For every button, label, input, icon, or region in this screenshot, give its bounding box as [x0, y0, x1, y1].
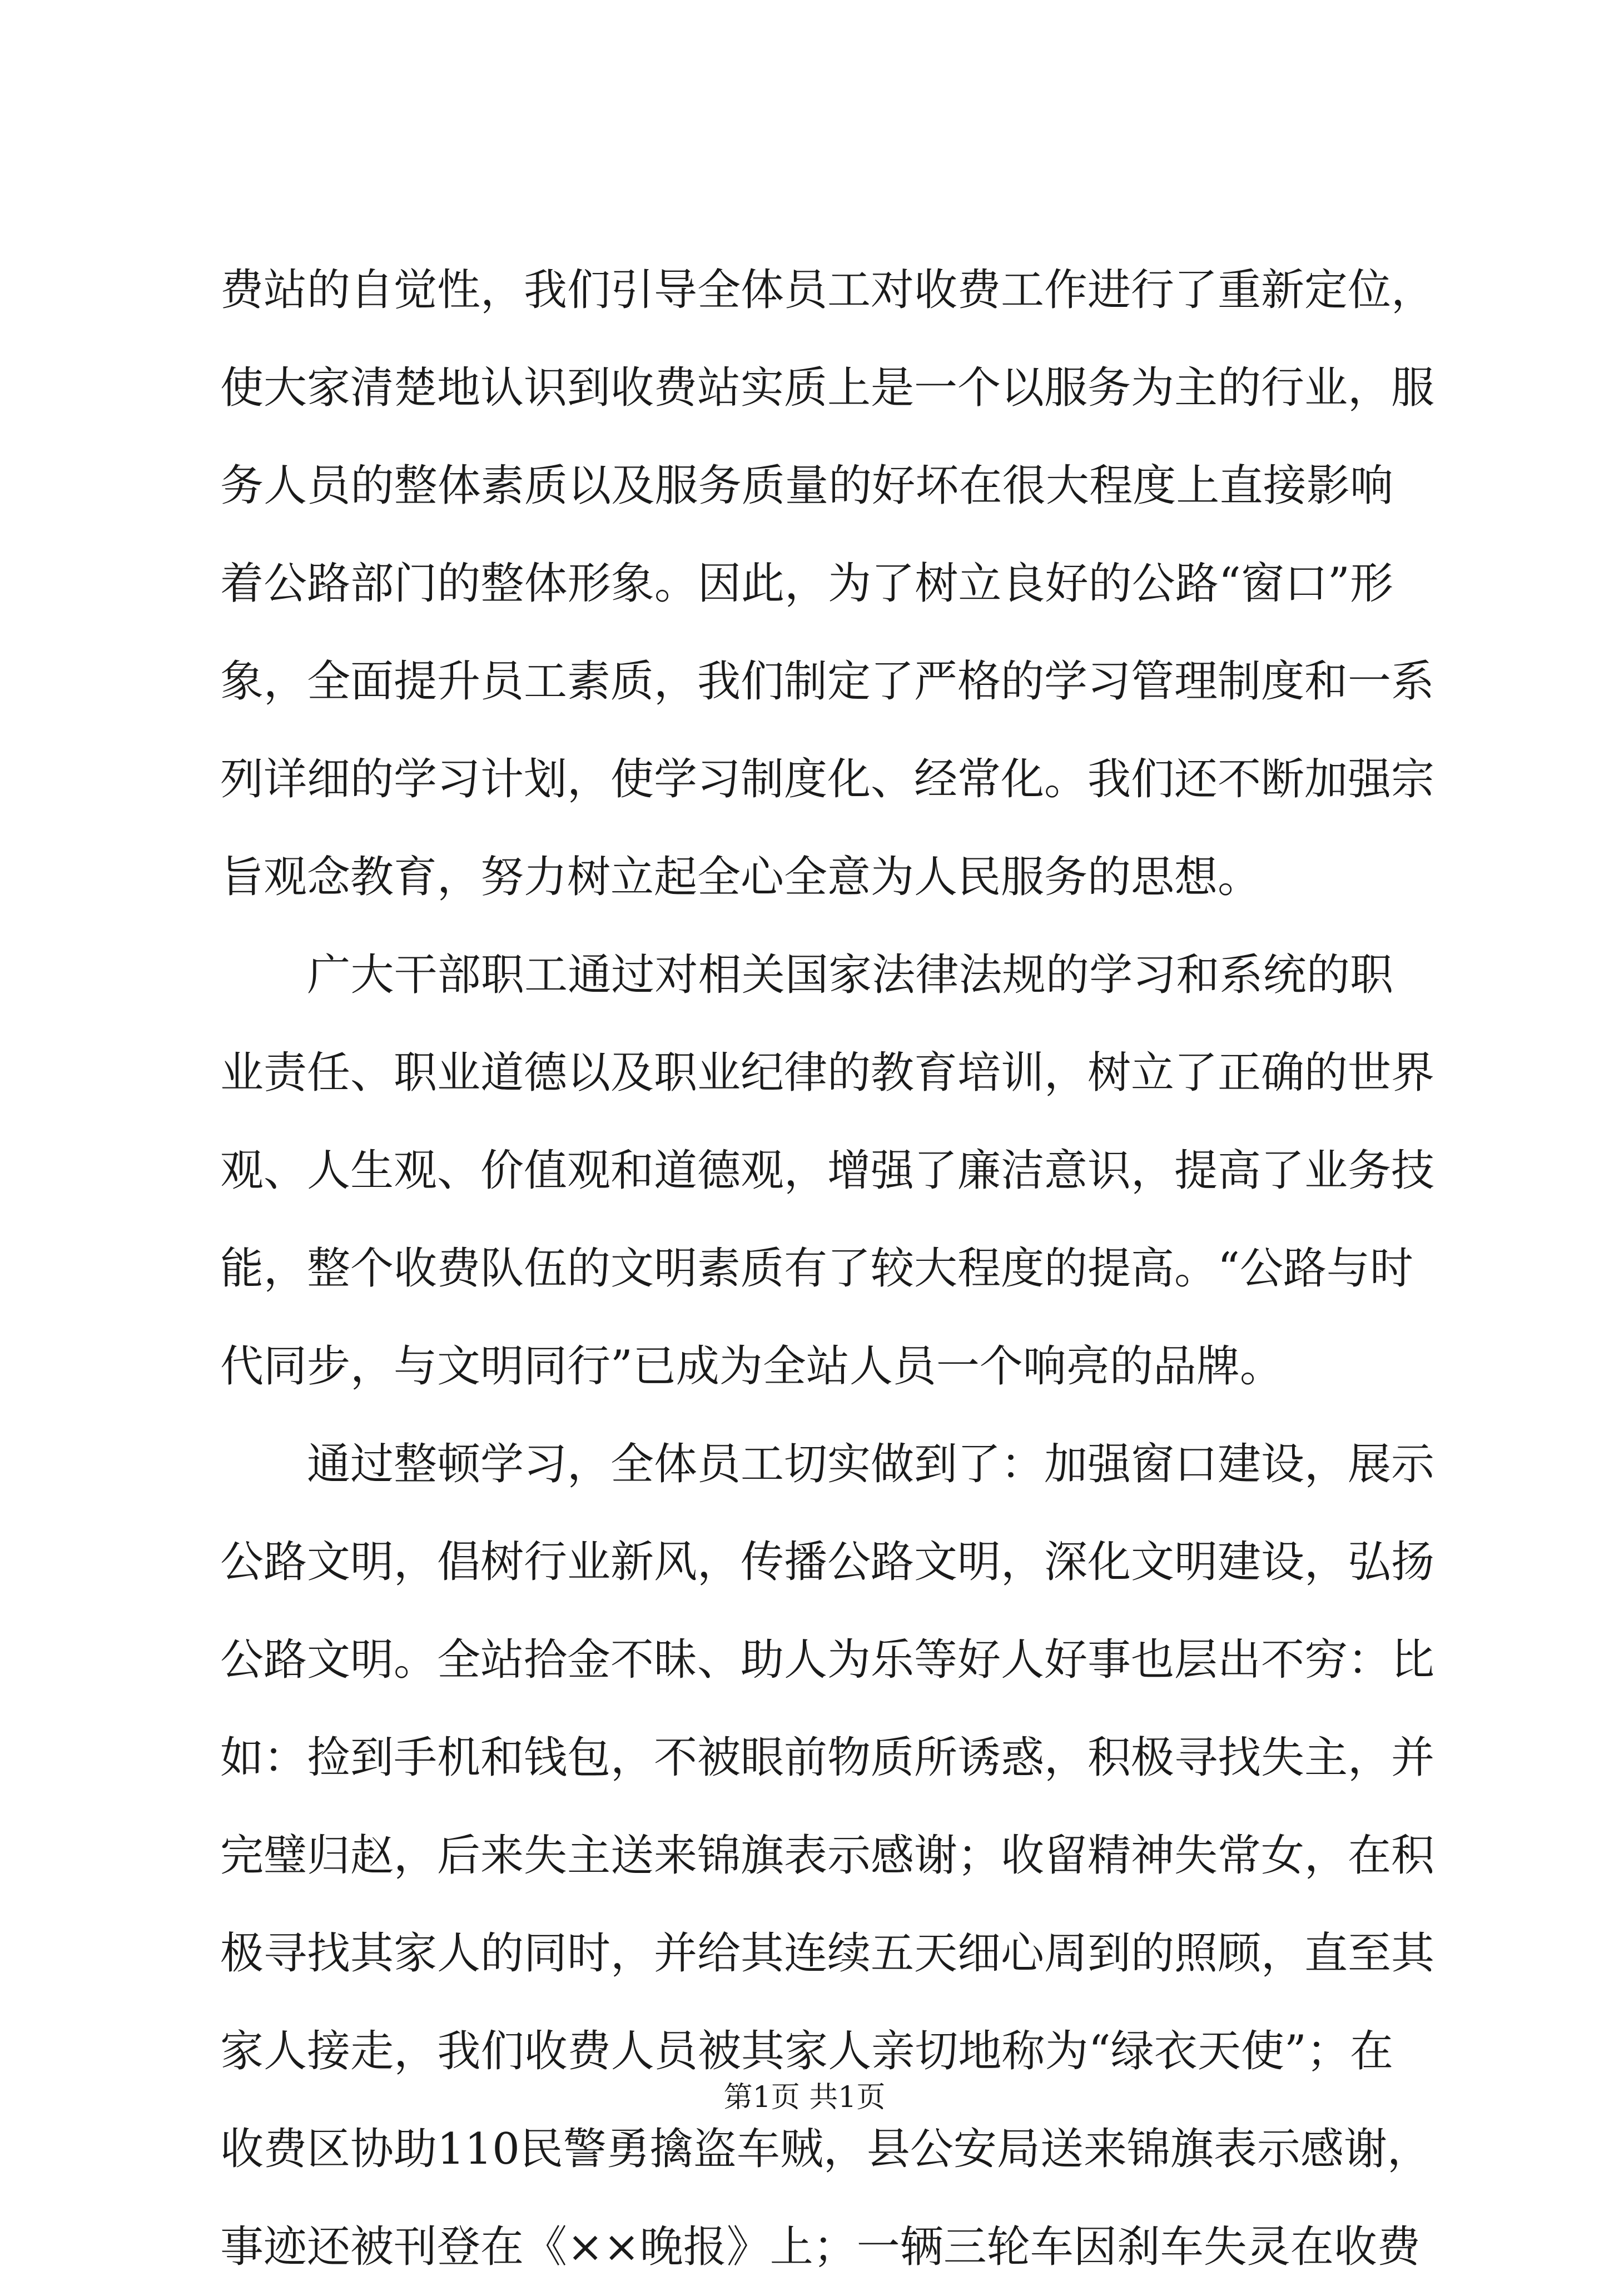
text-line: 能，整个收费队伍的文明素质有了较大程度的提高。“公路与时 — [220, 1244, 1413, 1294]
text-line: 观、人生观、价值观和道德观，增强了廉洁意识，提高了业务技 — [220, 1146, 1435, 1196]
text-line: 业责任、职业道德以及职业纪律的教育培训，树立了正确的世界 — [220, 1048, 1435, 1098]
text-line: 象，全面提升员工素质，我们制定了严格的学习管理制度和一系 — [220, 657, 1435, 707]
text-line: 务人员的整体素质以及服务质量的好坏在很大程度上直接影响 — [220, 461, 1393, 511]
text-line: 完璧归赵，后来失主送来锦旗表示感谢；收留精神失常女，在积 — [220, 1831, 1435, 1881]
text-line: 列详细的学习计划，使学习制度化、经常化。我们还不断加强宗 — [220, 754, 1435, 804]
page-footer: 第1页 共1页 — [723, 2081, 886, 2114]
text-line: 公路文明。全站拾金不昧、助人为乐等好人好事也层出不穷：比 — [220, 1635, 1435, 1685]
text-line: 费站的自觉性，我们引导全体员工对收费工作进行了重新定位， — [220, 265, 1435, 315]
text-line: 家人接走，我们收费人员被其家人亲切地称为“绿衣天使”；在 — [220, 2026, 1393, 2076]
text-line: 事迹还被刊登在《××晚报》上；一辆三轮车因刹车失灵在收费 — [220, 2222, 1421, 2272]
text-line: 收费区协助110民警勇擒盗车贼，县公安局送来锦旗表示感谢， — [220, 2124, 1431, 2174]
text-line: 广大干部职工通过对相关国家法律法规的学习和系统的职 — [220, 950, 1393, 1000]
text-line: 使大家清楚地认识到收费站实质上是一个以服务为主的行业，服 — [220, 363, 1435, 413]
text-line: 极寻找其家人的同时，并给其连续五天细心周到的照顾，直至其 — [220, 1929, 1435, 1979]
document-body — [220, 241, 1435, 2296]
text-line: 公路文明，倡树行业新风，传播公路文明，深化文明建设，弘扬 — [220, 1537, 1435, 1587]
text-line: 着公路部门的整体形象。因此，为了树立良好的公路“窗口”形 — [220, 559, 1393, 609]
text-line: 旨观念教育，努力树立起全心全意为人民服务的思想。 — [220, 852, 1262, 902]
text-line: 代同步，与文明同行”已成为全站人员一个响亮的品牌。 — [220, 1341, 1283, 1391]
text-line: 通过整顿学习，全体员工切实做到了：加强窗口建设，展示 — [220, 1439, 1435, 1489]
text-line: 如：捡到手机和钱包，不被眼前物质所诱惑，积极寻找失主，并 — [220, 1733, 1435, 1783]
